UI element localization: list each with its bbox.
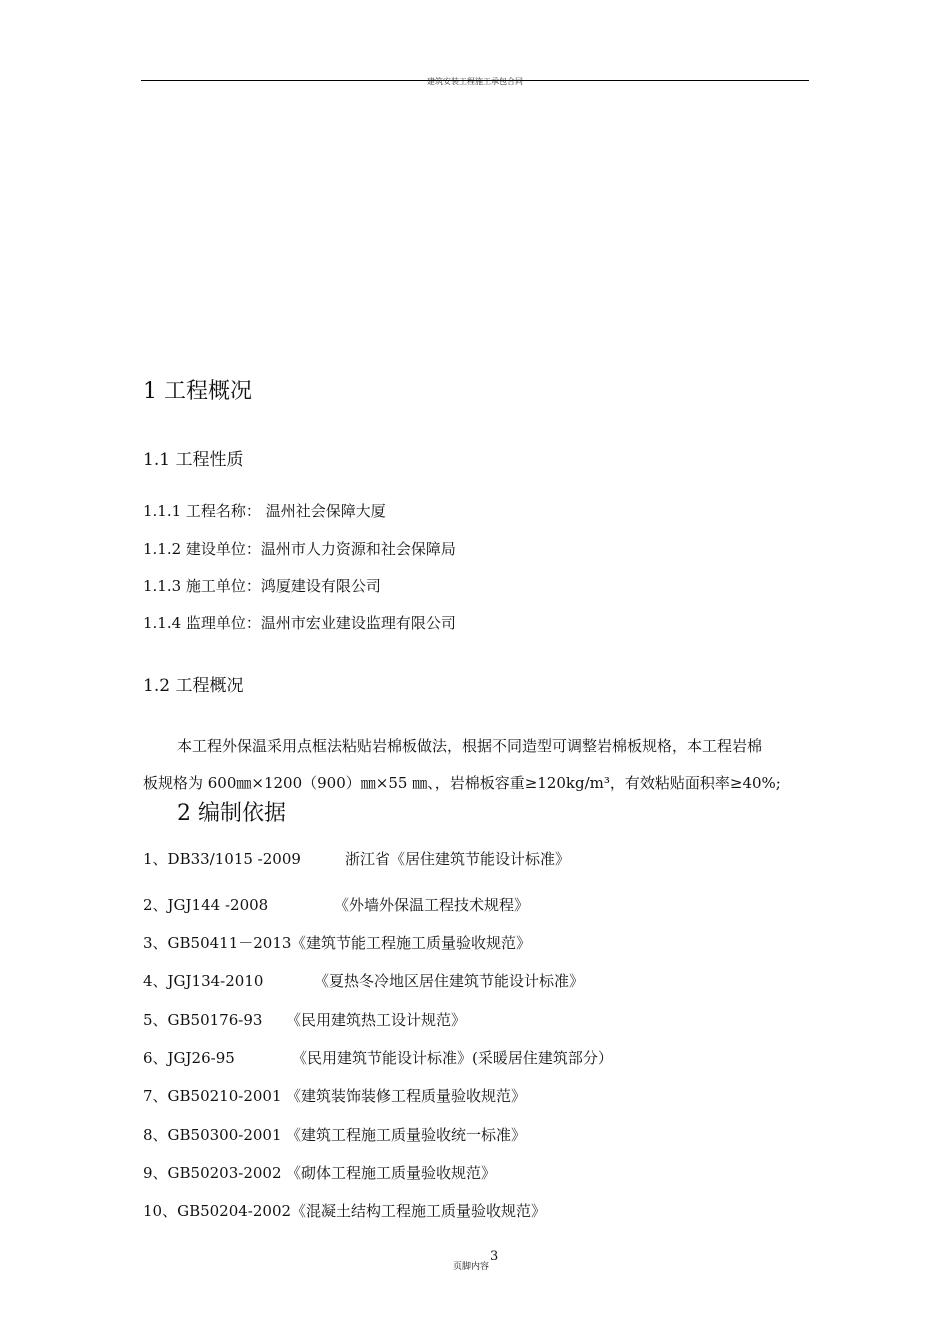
reference-9-code: 9、GB50203-2002 [143,1164,282,1182]
owner-unit-line: 1.1.2 建设单位：温州市人力资源和社会保障局 [143,540,456,558]
reference-6-title: 《民用建筑节能设计标准》(采暖居住建筑部分） [292,1049,613,1067]
reference-4-title: 《夏热冬冷地区居住建筑节能设计标准》 [314,972,585,990]
project-name-line: 1.1.1 工程名称： 温州社会保障大厦 [143,502,386,520]
reference-8-title: 《建筑工程施工质量验收统一标准》 [286,1126,527,1144]
section-1-1-heading: 1.1 工程性质 [143,450,244,470]
reference-10-title: 《混凝土结构工程施工质量验收规范》 [291,1202,547,1220]
reference-5-title: 《民用建筑热工设计规范》 [286,1011,467,1029]
reference-3-code: 3、GB50411－2013 [143,934,292,952]
reference-10-code: 10、GB50204-2002 [143,1202,292,1220]
reference-4-code: 4、JGJ134-2010 [143,972,264,990]
contractor-unit-line: 1.1.3 施工单位：鸿厦建设有限公司 [143,577,381,595]
reference-5-code: 5、GB50176-93 [143,1011,263,1029]
section-1-heading: 1 工程概况 [143,379,252,404]
header-rule [141,80,809,81]
reference-7-title: 《建筑装饰装修工程质量验收规范》 [286,1087,527,1105]
reference-9-title: 《砌体工程施工质量验收规范》 [286,1164,497,1182]
reference-1-code: 1、DB33/1015 -2009 [143,850,301,868]
reference-1-title: 浙江省《居住建筑节能设计标准》 [345,850,571,868]
reference-3-title: 《建筑节能工程施工质量验收规范》 [291,934,532,952]
section-1-2-heading: 1.2 工程概况 [143,676,244,696]
supervisor-unit-line: 1.1.4 监理单位：温州市宏业建设监理有限公司 [143,614,456,632]
footer-text: 页脚内容 [453,1262,490,1272]
reference-8-code: 8、GB50300-2001 [143,1126,282,1144]
overview-paragraph-line-1: 本工程外保温采用点框法粘贴岩棉板做法，根据不同造型可调整岩棉板规格，本工程岩棉 [177,737,763,755]
page-number: 3 [490,1249,499,1264]
reference-6-code: 6、JGJ26-95 [143,1049,235,1067]
overview-paragraph-line-2: 板规格为 600㎜×1200（900）㎜×55 ㎜、，岩棉板容重≥120kg/m³，有效粘贴面积率≥40%; [143,774,781,792]
section-2-heading: 2 编制依据 [177,801,286,826]
reference-7-code: 7、GB50210-2001 [143,1087,282,1105]
running-header: 建筑安装工程施工承包合同 [427,77,523,86]
reference-2-title: 《外墙外保温工程技术规程》 [334,896,530,914]
reference-2-code: 2、JGJ144 -2008 [143,896,269,914]
